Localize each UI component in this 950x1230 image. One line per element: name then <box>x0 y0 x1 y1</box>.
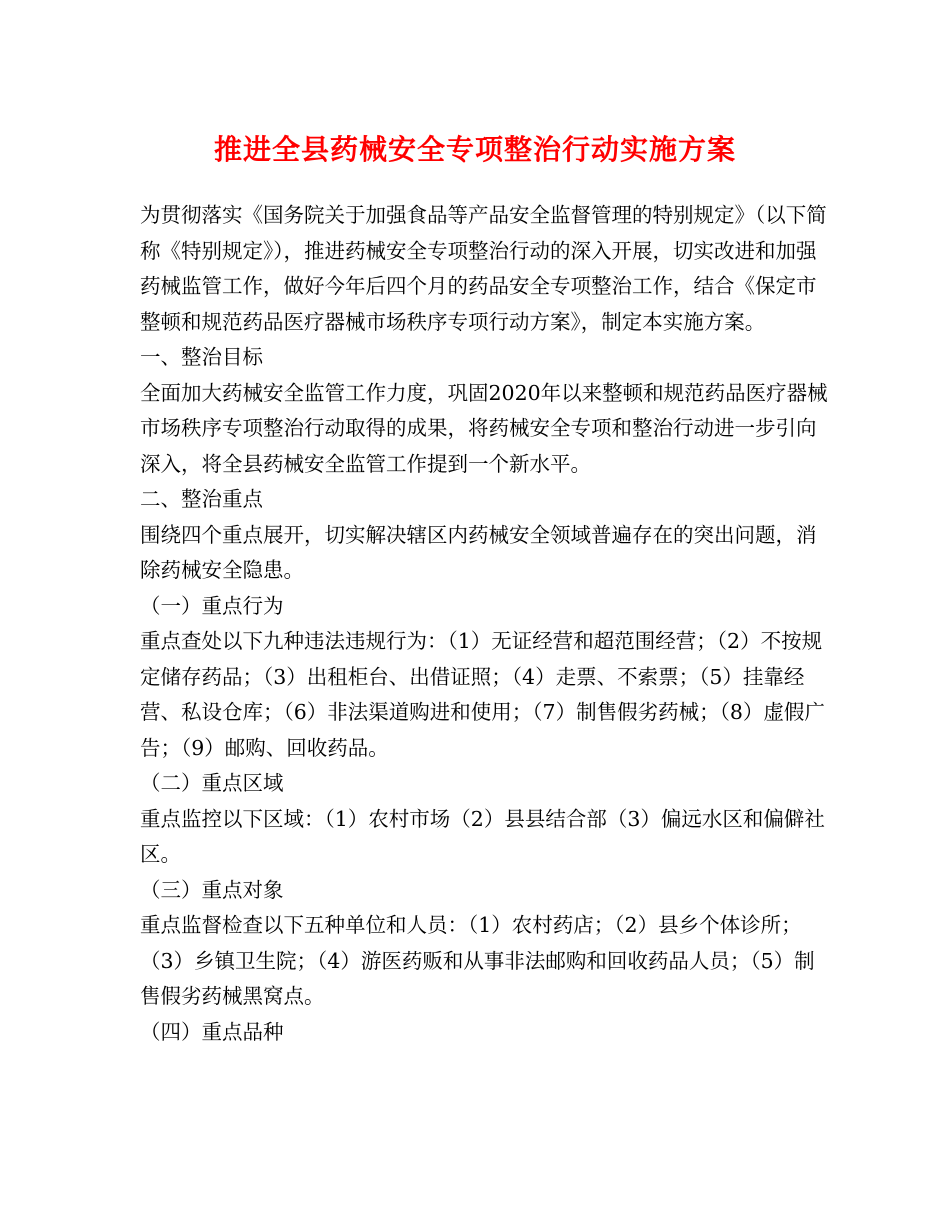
focus-paragraph: 围绕四个重点展开，切实解决辖区内药械安全领域普遍存在的突出问题，消除药械安全隐患。 <box>140 522 817 582</box>
subheading-key-targets: （三）重点对象 <box>140 877 284 902</box>
document-title: 推进全县药械安全专项整治行动实施方案 <box>213 133 736 166</box>
subheading-key-behaviors: （一）重点行为 <box>140 593 284 618</box>
goals-paragraph: 全面加大药械安全监管工作力度，巩固2020年以来整顿和规范药品医疗器械市场秩序专项整治行动取得的成果，将药械安全专项和整治行动进一步引向深入，将全县药械安全监管工作提到一个新水平。 <box>140 380 828 476</box>
key-behaviors-paragraph: 重点查处以下九种违法违规行为：（1）无证经营和超范围经营；（2）不按规定储存药品；（3）出租柜台、出借证照；（4）走票、不索票；（5）挂靠经营、私设仓库；（6）非法渠道购进和使用；（7）制售假劣药械；（8）虚假广告；（9）邮购、回收药品。 <box>140 629 825 760</box>
intro-paragraph: 为贯彻落实《国务院关于加强食品等产品安全监督管理的特别规定》（以下简称《特别规定》），推进药械安全专项整治行动的深入开展，切实改进和加强药械监管工作，做好今年后四个月的药品安全专项整治工作，结合《保定市整顿和规范药品医疗器械市场秩序专项行动方案》，制定本实施方案。 <box>140 203 827 334</box>
section-heading-focus: 二、整治重点 <box>140 487 263 511</box>
key-areas-paragraph: 重点监控以下区域：（1）农村市场（2）县县结合部（3）偏远水区和偏僻社区。 <box>140 806 825 866</box>
subheading-key-varieties: （四）重点品种 <box>140 1019 284 1044</box>
section-heading-goals: 一、整治目标 <box>140 345 263 369</box>
key-targets-paragraph: 重点监督检查以下五种单位和人员：（1）农村药店；（2）县乡个体诊所；（3）乡镇卫生院；（4）游医药贩和从事非法邮购和回收药品人员；（5）制售假劣药械黑窝点。 <box>140 913 815 1008</box>
subheading-key-areas: （二）重点区域 <box>140 771 284 795</box>
document-body <box>140 198 830 1050</box>
